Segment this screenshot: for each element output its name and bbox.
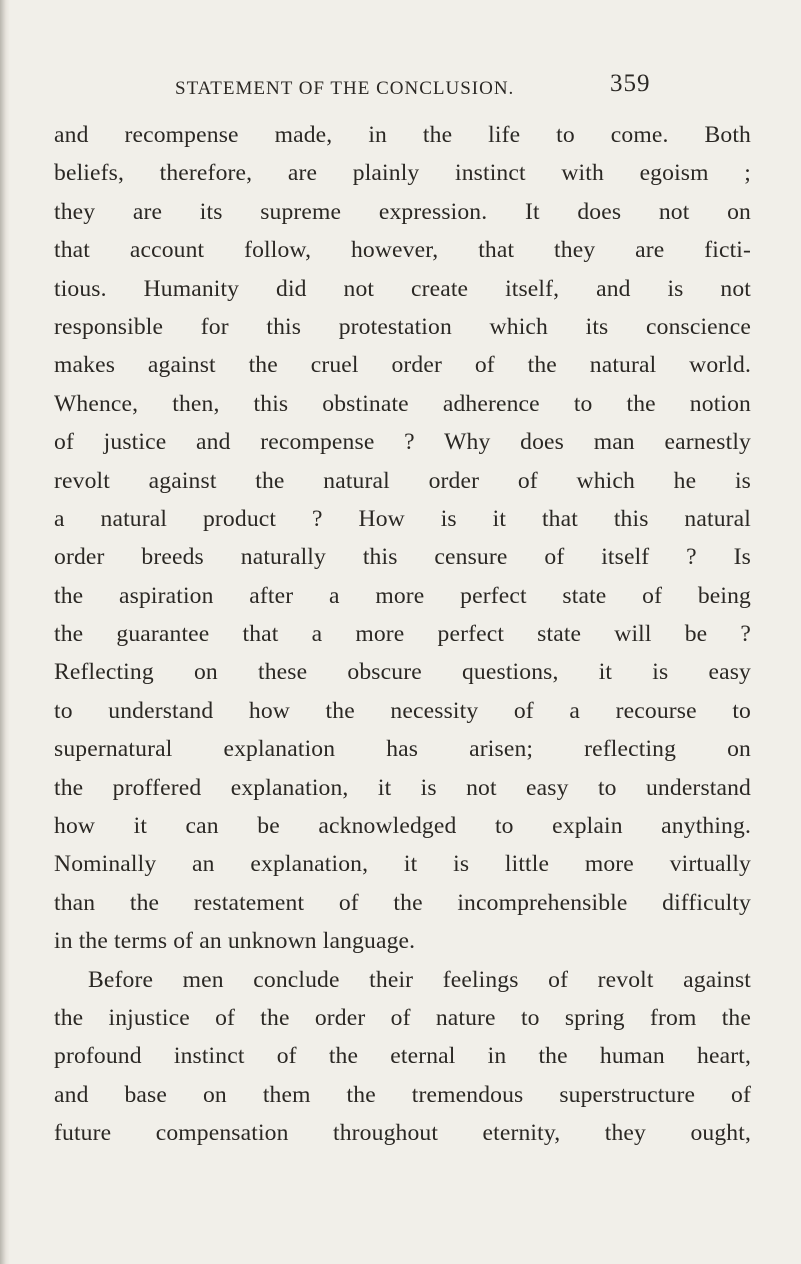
text-line: of justice and recompense ? Why does man earnestly bbox=[54, 429, 751, 456]
text-line: the guarantee that a more perfect state will be ? bbox=[54, 621, 751, 648]
text-line: tious. Humanity did not create itself, and is not bbox=[54, 275, 751, 302]
text-line: the injustice of the order of nature to spring from the bbox=[54, 1004, 751, 1031]
text-line: makes against the cruel order of the natural world. bbox=[54, 352, 751, 379]
text-line: profound instinct of the eternal in the human heart, bbox=[54, 1043, 751, 1070]
page-edge-shadow bbox=[0, 0, 10, 1264]
text-line: Whence, then, this obstinate adherence to the notion bbox=[54, 390, 751, 417]
text-line: in the terms of an unknown language. bbox=[54, 928, 416, 955]
text-line: than the restatement of the incomprehensible difficulty bbox=[54, 889, 751, 916]
running-head: STATEMENT OF THE CONCLUSION. bbox=[175, 78, 515, 99]
text-line: supernatural explanation has arisen; reflecting on bbox=[54, 736, 751, 763]
text-line: how it can be acknowledged to explain anything. bbox=[54, 813, 751, 840]
text-line: they are its supreme expression. It does not on bbox=[54, 198, 751, 225]
paragraph-2 bbox=[54, 961, 751, 1153]
page-number: 359 bbox=[610, 70, 651, 97]
text-line: and base on them the tremendous superstructure of bbox=[54, 1081, 751, 1108]
text-line: and recompense made, in the life to come. Both bbox=[54, 122, 751, 148]
text-line: the proffered explanation, it is not easy to understand bbox=[54, 774, 751, 801]
text-line: revolt against the natural order of which he is bbox=[54, 467, 751, 494]
text-line: Before men conclude their feelings of revolt against bbox=[88, 966, 751, 993]
text-line: that account follow, however, that they are ficti- bbox=[54, 237, 751, 264]
paragraph-1 bbox=[54, 116, 751, 961]
text-line: Reflecting on these obscure questions, it is easy bbox=[54, 659, 751, 686]
text-line: beliefs, therefore, are plainly instinct with egoism ; bbox=[54, 160, 751, 187]
text-line: to understand how the necessity of a recourse to bbox=[54, 697, 751, 724]
text-line: the aspiration after a more perfect state of being bbox=[54, 582, 751, 609]
text-line: future compensation throughout eternity, they ought, bbox=[54, 1120, 751, 1147]
body-text bbox=[54, 116, 751, 1153]
text-line: responsible for this protestation which its conscience bbox=[54, 313, 751, 340]
text-line: a natural product ? How is it that this natural bbox=[54, 505, 751, 532]
text-line: Nominally an explanation, it is little more virtually bbox=[54, 851, 751, 878]
text-line: order breeds naturally this censure of itself ? Is bbox=[54, 544, 751, 571]
